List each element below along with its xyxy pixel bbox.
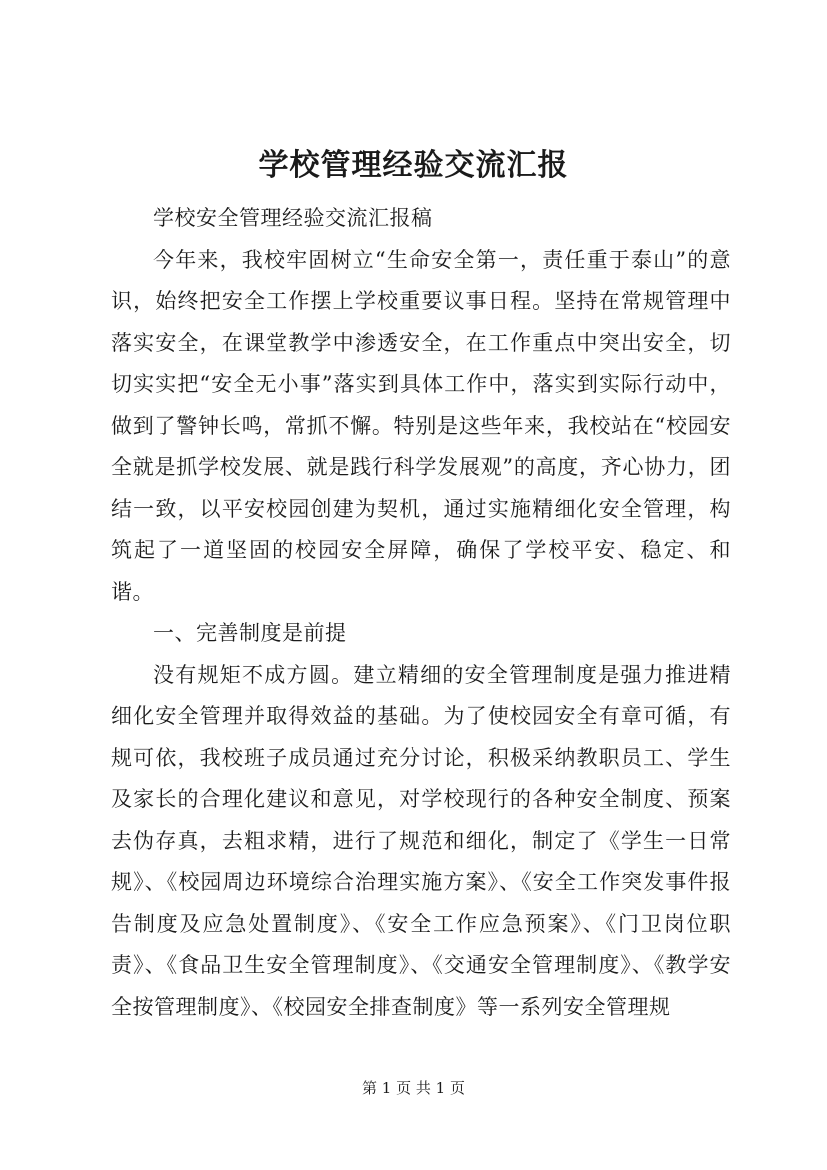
- body-paragraph: 没有规矩不成方圆。建立精细的安全管理制度是强力推进精细化安全管理并取得效益的基础。为了使校园安全有章可循，有规可依，我校班子成员通过充分讨论，积极采纳教职员工、学生及家长的合理化建议和意见，对学校现行的各种安全制度、预案去伪存真，去粗求精，进行了规范和细化，制定了《学生一日常规》、《校园周边环境综合治理实施方案》、《安全工作突发事件报告制度及应急处置制度》、《安全工作应急预案》、《门卫岗位职责》、《食品卫生安全管理制度》、《交通安全管理制度》、《教学安全按管理制度》、《校园安全排查制度》等一系列安全管理规: [111, 662, 731, 1019]
- document-body: [111, 198, 731, 1028]
- page-title: 学校管理经验交流汇报: [258, 148, 569, 183]
- subtitle-paragraph: 学校安全管理经验交流汇报稿: [153, 206, 433, 230]
- page-footer: 第 1 页 共 1 页: [362, 1079, 465, 1097]
- section-heading: 一、完善制度是前提: [153, 621, 347, 645]
- body-paragraph: 今年来，我校牢固树立“生命安全第一，责任重于泰山”的意识，始终把安全工作摆上学校重要议事日程。坚持在常规管理中落实安全，在课堂教学中渗透安全，在工作重点中突出安全，切切实实把“安全无小事”落实到具体工作中，落实到实际行动中，做到了警钟长鸣，常抓不懈。特别是这些年来，我校站在“校园安全就是抓学校发展、就是践行科学发展观”的高度，齐心协力，团结一致，以平安校园创建为契机，通过实施精细化安全管理，构筑起了一道坚固的校园安全屏障，确保了学校平安、稳定、和谐。: [111, 247, 731, 604]
